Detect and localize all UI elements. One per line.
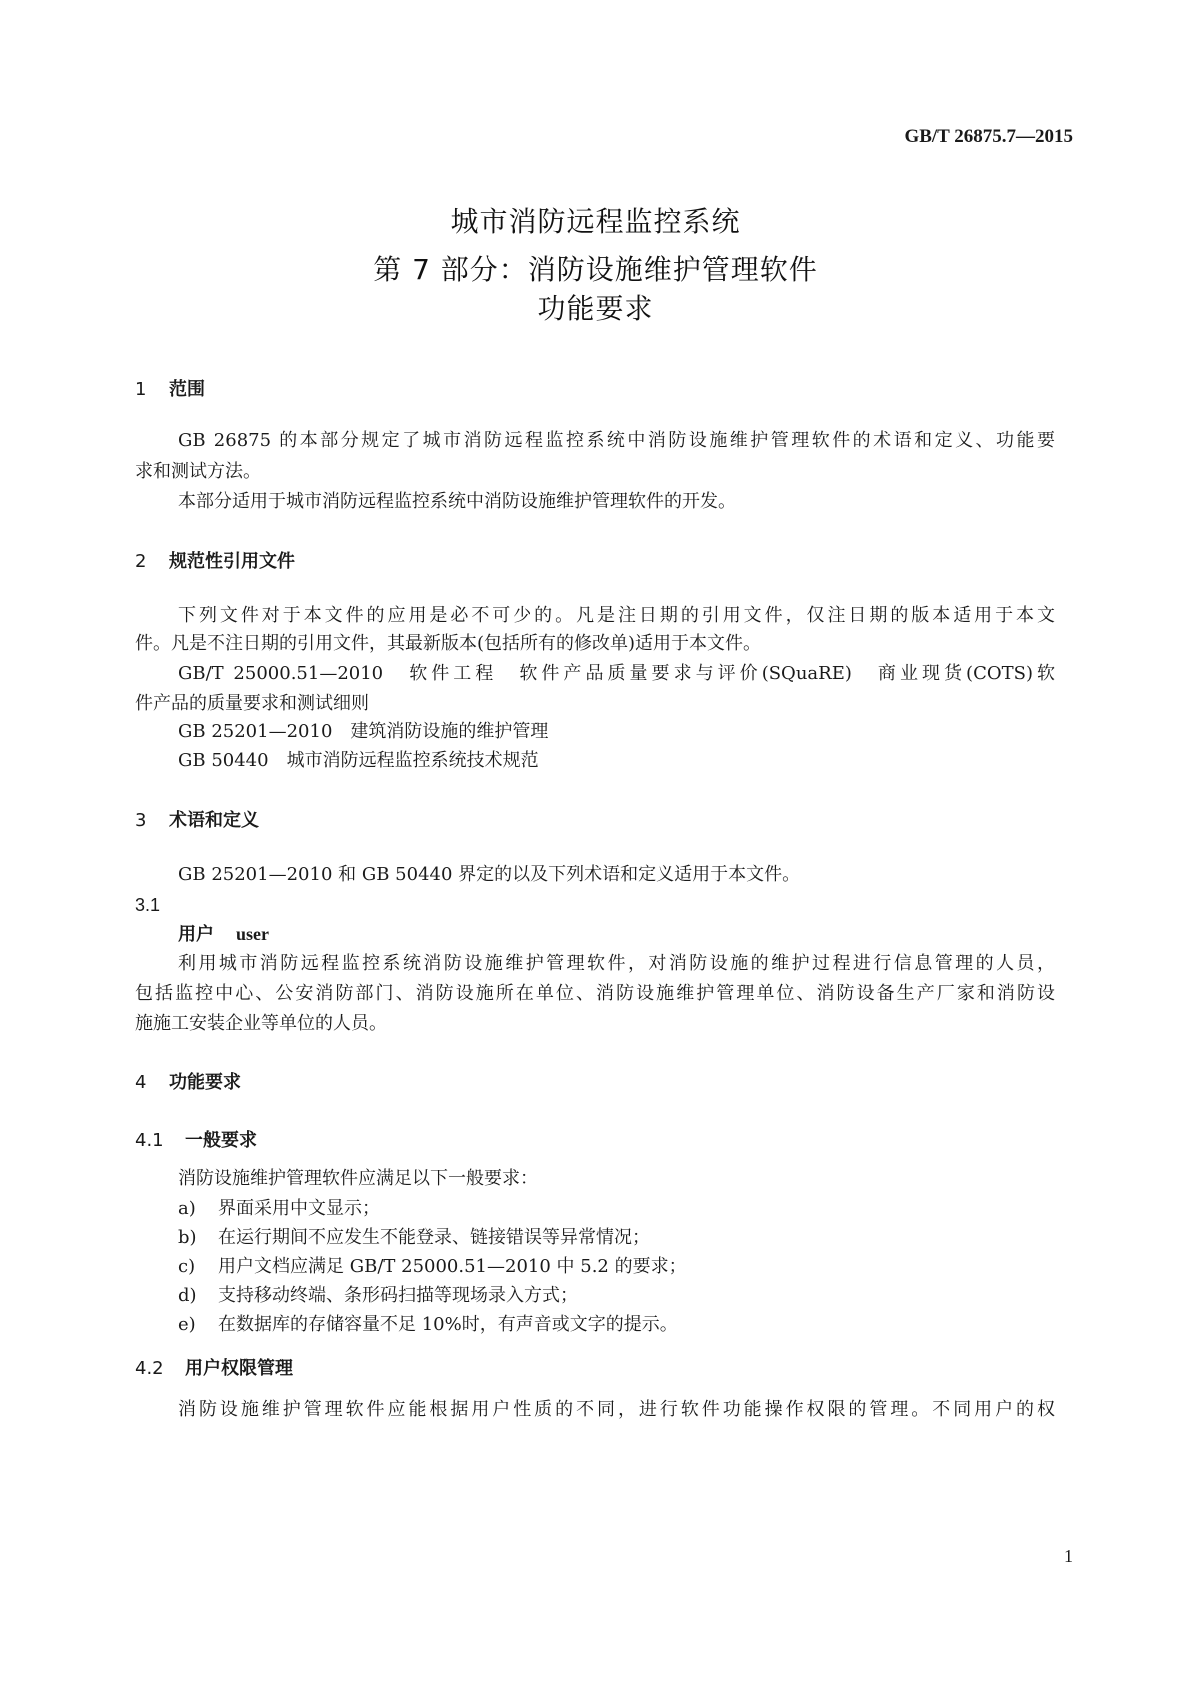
reference-entry: GB 25201—2010 建筑消防设施的维护管理 — [178, 721, 549, 742]
list-marker: e) — [178, 1314, 196, 1335]
subsection-4-2-heading — [135, 1354, 293, 1380]
list-marker: a) — [178, 1198, 196, 1219]
section-number: 2 — [135, 551, 147, 572]
reference-entry: 件产品的质量要求和测试细则 — [135, 693, 369, 714]
subsection-number: 4.1 — [135, 1130, 164, 1151]
paragraph: 本部分适用于城市消防远程监控系统中消防设施维护管理软件的开发。 — [178, 491, 736, 512]
term-entry — [178, 920, 269, 946]
paragraph: 消防设施维护管理软件应满足以下一般要求： — [178, 1168, 538, 1189]
list-item — [178, 1251, 687, 1283]
list-marker: c) — [178, 1256, 196, 1277]
section-title: 术语和定义 — [169, 810, 259, 831]
subsection-number: 4.2 — [135, 1358, 164, 1379]
section-2-heading — [135, 547, 295, 573]
paragraph: 消防设施维护管理软件应能根据用户性质的不同，进行软件功能操作权限的管理。不同用户的权 — [178, 1399, 1055, 1420]
doc-title-line3: 功能要求 — [537, 292, 654, 325]
paragraph: 求和测试方法。 — [135, 461, 261, 482]
term-number: 3.1 — [135, 895, 161, 915]
section-title: 范围 — [169, 379, 205, 400]
standard-number: GB/T 26875.7—2015 — [904, 126, 1073, 147]
list-marker: d) — [178, 1285, 197, 1306]
list-text: 在运行期间不应发生不能登录、链接错误等异常情况； — [218, 1227, 650, 1248]
list-item — [178, 1309, 678, 1341]
paragraph: 件。凡是不注日期的引用文件，其最新版本(包括所有的修改单)适用于本文件。 — [135, 633, 762, 654]
subsection-title: 一般要求 — [185, 1130, 257, 1151]
section-4-heading — [135, 1068, 241, 1094]
section-title: 规范性引用文件 — [169, 551, 295, 572]
list-marker: b) — [178, 1227, 197, 1248]
list-text: 用户文档应满足 GB/T 25000.51—2010 中 5.2 的要求； — [218, 1256, 687, 1277]
section-3-heading — [135, 806, 259, 832]
doc-title-line1: 城市消防远程监控系统 — [450, 205, 741, 238]
reference-entry: GB/T 25000.51—2010 软件工程 软件产品质量要求与评价(SQuaRE) 商业现货(COTS)软 — [178, 663, 1055, 684]
section-number: 3 — [135, 810, 147, 831]
list-item — [178, 1193, 380, 1225]
list-item — [178, 1222, 650, 1254]
section-1-heading — [135, 375, 205, 401]
list-item — [178, 1280, 578, 1312]
definition: 施施工安装企业等单位的人员。 — [135, 1013, 387, 1034]
page-number: 1 — [1064, 1546, 1073, 1566]
list-text: 支持移动终端、条形码扫描等现场录入方式； — [218, 1285, 578, 1306]
doc-title-line2: 第 7 部分：消防设施维护管理软件 — [373, 253, 818, 286]
definition: 利用城市消防远程监控系统消防设施维护管理软件，对消防设施的维护过程进行信息管理的人员， — [178, 953, 1055, 974]
paragraph: 下列文件对于本文件的应用是必不可少的。凡是注日期的引用文件，仅注日期的版本适用于本文 — [178, 605, 1055, 626]
section-number: 1 — [135, 379, 147, 400]
paragraph: GB 26875 的本部分规定了城市消防远程监控系统中消防设施维护管理软件的术语和定义、功能要 — [178, 430, 1055, 451]
list-text: 界面采用中文显示； — [218, 1198, 380, 1219]
list-text: 在数据库的存储容量不足 10%时，有声音或文字的提示。 — [218, 1314, 678, 1335]
subsection-title: 用户权限管理 — [185, 1358, 293, 1379]
paragraph: GB 25201—2010 和 GB 50440 界定的以及下列术语和定义适用于本文件。 — [178, 864, 801, 885]
reference-entry: GB 50440 城市消防远程监控系统技术规范 — [178, 750, 539, 771]
term-chinese: 用户 — [178, 924, 214, 945]
section-title: 功能要求 — [169, 1072, 241, 1093]
term-english: user — [236, 924, 269, 944]
section-number: 4 — [135, 1072, 147, 1093]
definition: 包括监控中心、公安消防部门、消防设施所在单位、消防设施维护管理单位、消防设备生产厂家和消防设 — [135, 983, 1055, 1004]
subsection-4-1-heading — [135, 1126, 257, 1152]
